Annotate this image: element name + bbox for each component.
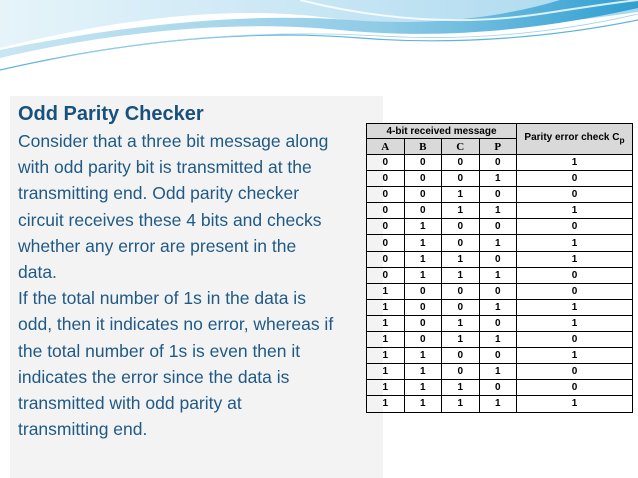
header-wave-decoration — [0, 0, 638, 95]
body-line: indicates the error since the data is — [18, 366, 290, 387]
table-cell: 1 — [479, 396, 517, 412]
table-cell: 0 — [517, 283, 633, 299]
body-line: the total number of 1s is even then it — [18, 340, 301, 361]
table-cell: 0 — [479, 348, 517, 364]
body-line: Consider that a three bit message along — [18, 131, 329, 151]
table-cell: 1 — [367, 380, 405, 396]
table-cell: 1 — [367, 332, 405, 348]
table-cell: 1 — [517, 155, 633, 171]
body-line: transmitting end. — [18, 419, 148, 440]
body-line: whether any error are present in the — [18, 235, 297, 256]
table-cell: 0 — [517, 267, 633, 283]
table-row — [367, 235, 633, 251]
table-row — [367, 203, 633, 219]
body-line: transmitting end. Odd parity checker — [18, 183, 300, 204]
table-row — [367, 299, 633, 315]
parity-truth-table — [366, 123, 633, 413]
table-cell: 1 — [404, 219, 442, 235]
column-header-a: A — [367, 139, 405, 155]
body-line: odd, then it indicates no error, whereas if — [18, 314, 334, 335]
table-cell: 0 — [404, 315, 442, 331]
table-row — [367, 332, 633, 348]
table-cell: 0 — [442, 171, 480, 187]
table-cell: 1 — [404, 380, 442, 396]
body-line: with odd parity bit is transmitted at the — [18, 157, 312, 178]
table-cell: 0 — [442, 299, 480, 315]
table-cell: 0 — [442, 235, 480, 251]
table-cell: 0 — [517, 380, 633, 396]
table-cell: 1 — [479, 235, 517, 251]
table-cell: 0 — [479, 380, 517, 396]
table-cell: 1 — [404, 235, 442, 251]
table-cell: 0 — [517, 364, 633, 380]
table-cell: 1 — [479, 171, 517, 187]
error-check-header: Parity error check $C_p$ — [517, 124, 633, 155]
table-cell: 1 — [517, 299, 633, 315]
table-cell: 1 — [367, 364, 405, 380]
column-header-b: B — [404, 139, 442, 155]
table-cell: 0 — [404, 283, 442, 299]
table-cell: 0 — [517, 187, 633, 203]
table-cell: 0 — [404, 155, 442, 171]
table-cell: 0 — [367, 267, 405, 283]
table-cell: 1 — [442, 332, 480, 348]
table-cell: 1 — [442, 315, 480, 331]
table-row — [367, 171, 633, 187]
table-row — [367, 251, 633, 267]
table-cell: 1 — [517, 235, 633, 251]
table-cell: 0 — [404, 332, 442, 348]
table-row — [367, 396, 633, 412]
slide-body-text — [18, 128, 370, 442]
table-cell: 0 — [404, 299, 442, 315]
table-cell: 1 — [404, 348, 442, 364]
slide-title: Odd Parity Checker — [18, 103, 204, 125]
table-cell: 1 — [367, 299, 405, 315]
table-cell: 0 — [517, 332, 633, 348]
table-cell: 0 — [442, 219, 480, 235]
table-cell: 0 — [442, 283, 480, 299]
column-header-p: P — [479, 139, 517, 155]
table-cell: 0 — [442, 155, 480, 171]
table-row — [367, 267, 633, 283]
table-cell: 0 — [479, 315, 517, 331]
table-cell: 0 — [404, 171, 442, 187]
table-row — [367, 283, 633, 299]
table-cell: 1 — [479, 267, 517, 283]
table-cell: 1 — [442, 267, 480, 283]
table-row — [367, 155, 633, 171]
table-cell: 0 — [367, 203, 405, 219]
table-cell: 0 — [479, 283, 517, 299]
table-row — [367, 219, 633, 235]
table-cell: 1 — [517, 251, 633, 267]
table-cell: 0 — [404, 203, 442, 219]
table-row — [367, 315, 633, 331]
body-line: If the total number of 1s in the data is — [18, 288, 306, 309]
table-cell: 1 — [479, 332, 517, 348]
body-line: data. — [18, 262, 57, 283]
table-cell: 1 — [442, 251, 480, 267]
table-cell: 0 — [517, 219, 633, 235]
table-cell: 1 — [442, 187, 480, 203]
table-cell: 1 — [367, 283, 405, 299]
table-cell: 0 — [367, 235, 405, 251]
table-cell: 0 — [517, 171, 633, 187]
table-row — [367, 348, 633, 364]
table-cell: 0 — [442, 348, 480, 364]
table-cell: 1 — [367, 315, 405, 331]
table-cell: 1 — [404, 396, 442, 412]
body-line: circuit receives these 4 bits and checks — [18, 209, 322, 230]
table-cell: 1 — [367, 348, 405, 364]
column-header-c: C — [442, 139, 480, 155]
table-cell: 1 — [442, 380, 480, 396]
table-cell: 1 — [479, 364, 517, 380]
table-cell: 0 — [367, 187, 405, 203]
table-cell: 1 — [442, 203, 480, 219]
table-cell: 0 — [367, 171, 405, 187]
table-cell: 1 — [517, 315, 633, 331]
table-cell: 0 — [367, 251, 405, 267]
table-cell: 0 — [479, 155, 517, 171]
table-cell: 1 — [479, 203, 517, 219]
table-cell: 1 — [442, 396, 480, 412]
table-row — [367, 364, 633, 380]
table-row — [367, 380, 633, 396]
group-header: 4-bit received message — [367, 124, 517, 139]
table-cell: 1 — [479, 299, 517, 315]
table-cell: 1 — [517, 203, 633, 219]
table-cell: 0 — [479, 251, 517, 267]
table-cell: 0 — [367, 219, 405, 235]
table-cell: 1 — [517, 396, 633, 412]
table-cell: 0 — [479, 187, 517, 203]
table-row — [367, 187, 633, 203]
table-cell: 1 — [404, 267, 442, 283]
table-cell: 0 — [442, 364, 480, 380]
table-cell: 0 — [479, 219, 517, 235]
table-cell: 1 — [404, 364, 442, 380]
table-cell: 1 — [517, 348, 633, 364]
table-cell: 1 — [367, 396, 405, 412]
table-cell: 0 — [367, 155, 405, 171]
table-cell: 1 — [404, 251, 442, 267]
table-cell: 0 — [404, 187, 442, 203]
body-line: transmitted with odd parity at — [18, 393, 242, 414]
